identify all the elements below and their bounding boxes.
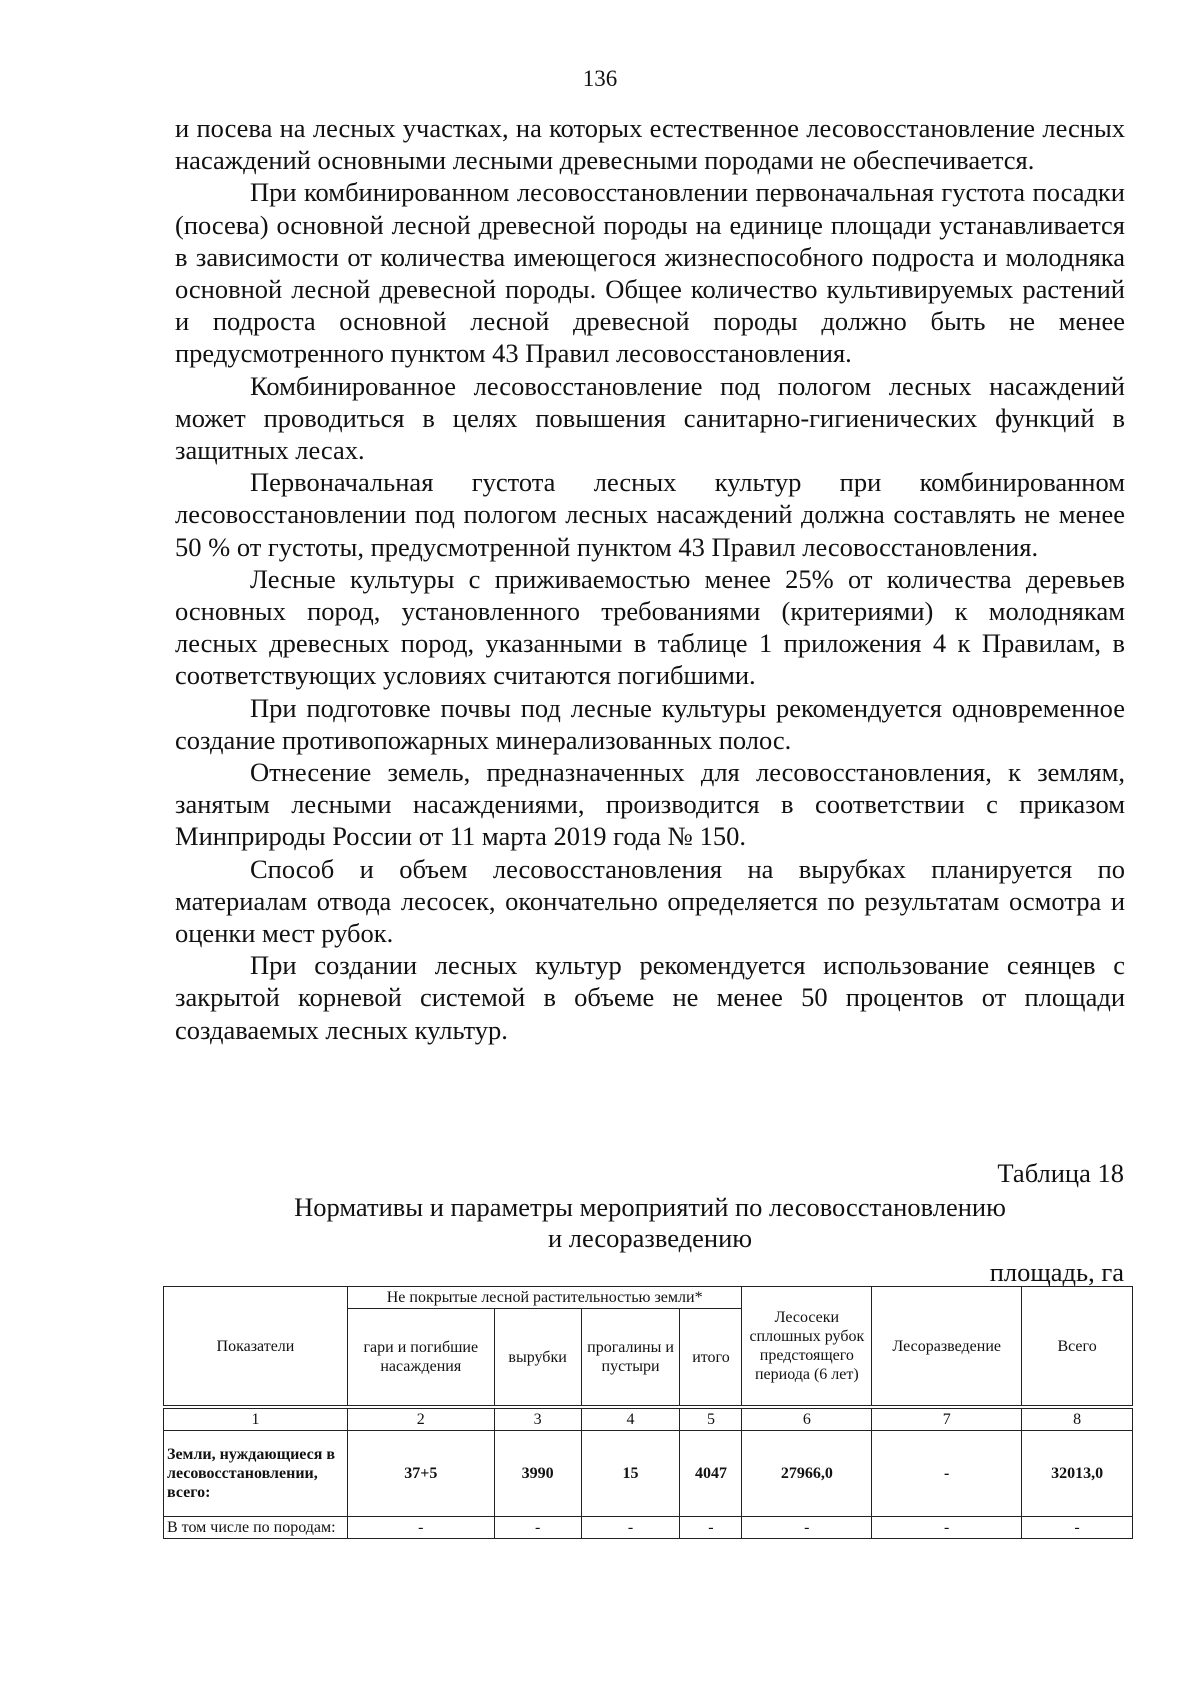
table-title-line: Нормативы и параметры мероприятий по лесовосстановлению (294, 1192, 1006, 1222)
column-number: 1 (164, 1409, 348, 1431)
column-numbers-row (164, 1409, 1133, 1431)
table-title (175, 1192, 1125, 1254)
paragraph: При создании лесных культур рекомендуется использование сеянцев с закрытой корневой системой в объеме не менее 50 процентов от площади создаваемых лесных культур. (175, 950, 1125, 1045)
header-afforestation: Лесоразведение (872, 1287, 1022, 1406)
paragraph: Способ и объем лесовосстановления на вырубках планируется по материалам отвода лесосек, окончательно определяется по результатам осмотра и оценки мест рубок. (175, 853, 1125, 949)
cell-glades: - (581, 1517, 680, 1539)
column-number: 6 (742, 1409, 872, 1431)
column-number: 5 (680, 1409, 742, 1431)
paragraph: Комбинированное лесовосстановление под пологом лесных насаждений может проводиться в целях повышения санитарно-гигиенических функций в защитных лесах. (175, 370, 1125, 466)
paragraph: Первоначальная густота лесных культур при комбинированном лесовосстановлении под пологом лесных насаждений должна составлять не менее 50 % от густоты, предусмотренной пунктом 43 Правил лесовосстановления. (175, 467, 1125, 562)
cell-felling-sites: 27966,0 (742, 1431, 872, 1517)
cell-total-sub: 4047 (680, 1431, 742, 1517)
paragraph: и посева на лесных участках, на которых естественное лесовосстановление лесных насаждений основными лесными древесными породами не обеспечивается. (175, 113, 1125, 176)
cell-clearcuts: - (494, 1517, 581, 1539)
cell-burned: 37+5 (347, 1431, 494, 1517)
row-label: В том числе по породам: (164, 1517, 348, 1539)
body-text (175, 112, 1125, 1046)
header-burned: гари и погибшие насаждения (347, 1309, 494, 1406)
paragraph: Отнесение земель, предназначенных для лесовосстановления, к землям, занятым лесными насаждениями, производится в соответствии с приказом Минприроды России от 11 марта 2019 года № 150. (175, 757, 1125, 852)
cell-afforestation: - (872, 1517, 1022, 1539)
cell-grand-total: - (1022, 1517, 1133, 1539)
cell-glades: 15 (581, 1431, 680, 1517)
header-not-covered-group: Не покрытые лесной растительностью земли* (347, 1287, 742, 1309)
column-number: 2 (347, 1409, 494, 1431)
forest-restoration-table (163, 1286, 1133, 1539)
header-clearcuts: вырубки (494, 1309, 581, 1406)
cell-burned: - (347, 1517, 494, 1539)
header-grand-total: Всего (1022, 1287, 1133, 1406)
column-number: 8 (1022, 1409, 1133, 1431)
table-number-label: Таблица 18 (997, 1158, 1124, 1188)
table-units: площадь, га (989, 1257, 1124, 1287)
cell-afforestation: - (872, 1431, 1022, 1517)
column-number: 7 (872, 1409, 1022, 1431)
column-number: 3 (494, 1409, 581, 1431)
paragraph: При комбинированном лесовосстановлении первоначальная густота посадки (посева) основной лесной древесной породы на единице площади устанавливается в зависимости от количества имеющегося жизнеспособного подроста и молодняка основной лесной древесной породы. Общее количество культивируемых растений и подроста основной лесной древесной породы должно быть не менее предусмотренного пунктом 43 Правил лесовосстановления. (175, 177, 1125, 369)
cell-clearcuts: 3990 (494, 1431, 581, 1517)
table-row (164, 1431, 1133, 1517)
cell-total-sub: - (680, 1517, 742, 1539)
column-number: 4 (581, 1409, 680, 1431)
paragraph: При подготовке почвы под лесные культуры рекомендуется одновременное создание противопожарных минерализованных полос. (175, 692, 1125, 755)
header-total-sub: итого (680, 1309, 742, 1406)
header-felling-sites: Лесосеки сплошных рубок предстоящего периода (6 лет) (742, 1287, 872, 1406)
header-glades: прогалины и пустыри (581, 1309, 680, 1406)
cell-felling-sites: - (742, 1517, 872, 1539)
header-indicators: Показатели (164, 1287, 348, 1406)
table-title-line: и лесоразведению (547, 1223, 753, 1253)
page-number: 136 (582, 66, 618, 91)
row-label: Земли, нуждающиеся в лесовосстановлении, всего: (164, 1431, 348, 1517)
table-header-row (164, 1287, 1133, 1309)
table-row (164, 1517, 1133, 1539)
paragraph: Лесные культуры с приживаемостью менее 25% от количества деревьев основных пород, установленного требованиями (критериями) к молоднякам лесных древесных пород, указанными в таблице 1 приложения 4 к Правилам, в соответствующих условиях считаются погибшими. (175, 563, 1125, 691)
cell-grand-total: 32013,0 (1022, 1431, 1133, 1517)
